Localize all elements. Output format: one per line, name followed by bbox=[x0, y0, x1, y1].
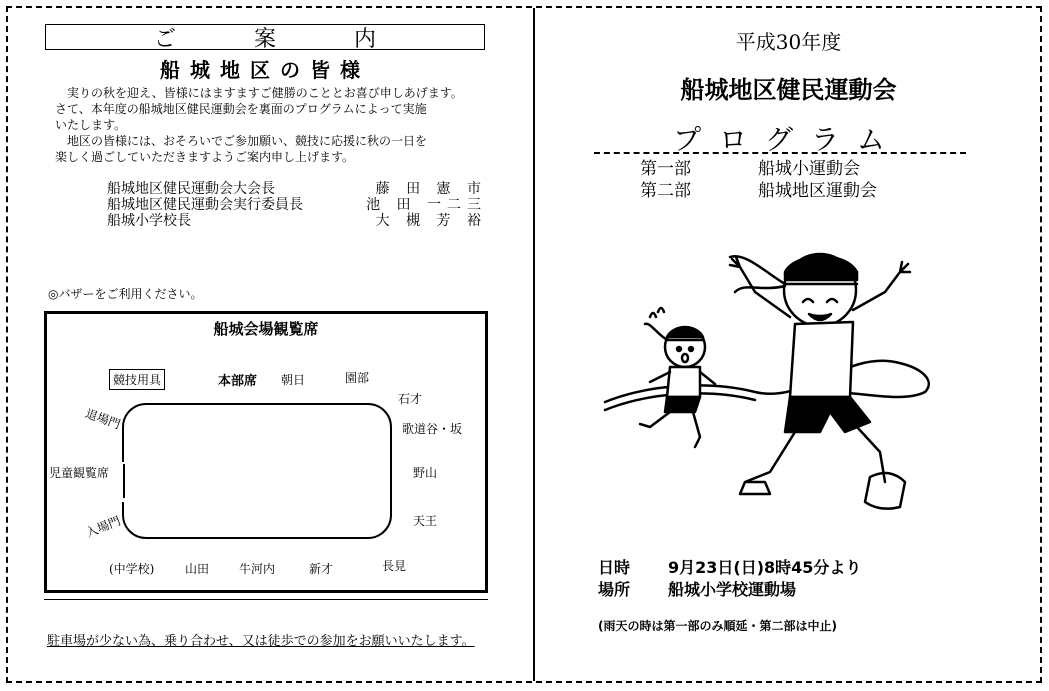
signer-role: 船城地区健民運動会大会長 bbox=[107, 181, 275, 197]
part-name: 船城小運動会 bbox=[758, 159, 860, 179]
event-info bbox=[598, 557, 861, 601]
greeting-line: さて、本年度の船城地区健民運動会を裏面のプログラムによって実施 bbox=[55, 102, 427, 116]
datetime-value: 9月23日(日)8時45分より bbox=[668, 558, 862, 577]
signer-role: 船城地区健民運動会実行委員長 bbox=[107, 197, 303, 213]
fiscal-year: 平成30年度 bbox=[735, 30, 842, 54]
program-part bbox=[640, 180, 877, 202]
area-label-kadoya: 歌道谷・坂 bbox=[402, 422, 463, 436]
program-part bbox=[640, 158, 877, 180]
area-label-ushigauchi: 牛河内 bbox=[239, 562, 276, 576]
separator-line bbox=[44, 599, 488, 600]
signer-row bbox=[107, 197, 487, 213]
seat-map bbox=[44, 311, 488, 593]
entry-gate-label: 入場門 bbox=[83, 513, 123, 541]
children-stand-line bbox=[123, 464, 125, 498]
area-label-junior-high: (中学校) bbox=[109, 562, 155, 576]
place-value: 船城小学校運動場 bbox=[668, 580, 797, 599]
bazaar-note: ◎バザーをご利用ください。 bbox=[48, 287, 203, 301]
greeting-line: 地区の皆様には、おそろいでご参加願い、競技に応援に秋の一日を bbox=[55, 134, 428, 148]
program-heading: プログラム bbox=[673, 123, 903, 156]
program-dashed-rule bbox=[594, 152, 966, 154]
equipment-label: 競技用具 bbox=[109, 369, 165, 390]
greeting-text bbox=[55, 85, 485, 165]
part-label: 第二部 bbox=[640, 181, 691, 201]
children-seat-label: 児童観覧席 bbox=[49, 466, 110, 480]
runners-illustration bbox=[595, 232, 955, 532]
event-title: 船城地区健民運動会 bbox=[680, 75, 897, 104]
area-label-shinzai: 新才 bbox=[309, 562, 334, 576]
datetime-row bbox=[598, 557, 861, 579]
signer-name: 大 槻 芳 裕 bbox=[375, 213, 487, 229]
signer-name: 藤 田 憲 市 bbox=[375, 181, 487, 197]
greeting-line: いたします。 bbox=[55, 118, 127, 132]
place-label: 場所 bbox=[598, 580, 631, 599]
parking-note: 駐車場が少ない為、乗り合わせ、又は徒歩での参加をお願いいたします。 bbox=[47, 634, 475, 649]
part-name: 船城地区運動会 bbox=[758, 181, 877, 201]
area-label-ishizai: 石才 bbox=[398, 392, 423, 406]
track-outline bbox=[122, 403, 392, 539]
exit-gate-label: 退場門 bbox=[83, 406, 123, 432]
area-label-yamada: 山田 bbox=[185, 562, 210, 576]
rain-note: (雨天の時は第一部のみ順延・第二部は中止) bbox=[598, 619, 837, 633]
seat-map-title: 船城会場観覧席 bbox=[213, 320, 319, 338]
part-label: 第一部 bbox=[640, 159, 691, 179]
area-label-tenno: 天王 bbox=[413, 514, 438, 528]
signer-role: 船城小学校長 bbox=[107, 213, 191, 229]
notice-title: ご 案 内 bbox=[45, 24, 485, 50]
place-row bbox=[598, 579, 861, 601]
greeting-line: 実りの秋を迎え、皆様にはますますご健勝のこととお喜び申しあげます。 bbox=[55, 86, 463, 100]
datetime-label: 日時 bbox=[598, 558, 631, 577]
area-label-asahi: 朝日 bbox=[281, 373, 306, 387]
signer-row bbox=[107, 213, 487, 229]
center-divider bbox=[533, 8, 535, 681]
signer-name: 池 田 一二三 bbox=[366, 197, 487, 213]
area-label-sonobe: 園部 bbox=[345, 371, 370, 385]
signer-list bbox=[107, 181, 487, 229]
program-parts bbox=[640, 158, 877, 202]
greeting-line: 楽しく過ごしていただきますようご案内申し上げます。 bbox=[55, 150, 355, 164]
hq-seat-label: 本部席 bbox=[218, 374, 258, 389]
signer-row bbox=[107, 181, 487, 197]
addressee-heading: 船城地区の皆様 bbox=[160, 58, 370, 82]
area-label-noyama: 野山 bbox=[413, 466, 438, 480]
area-label-nagami: 長見 bbox=[382, 559, 407, 573]
